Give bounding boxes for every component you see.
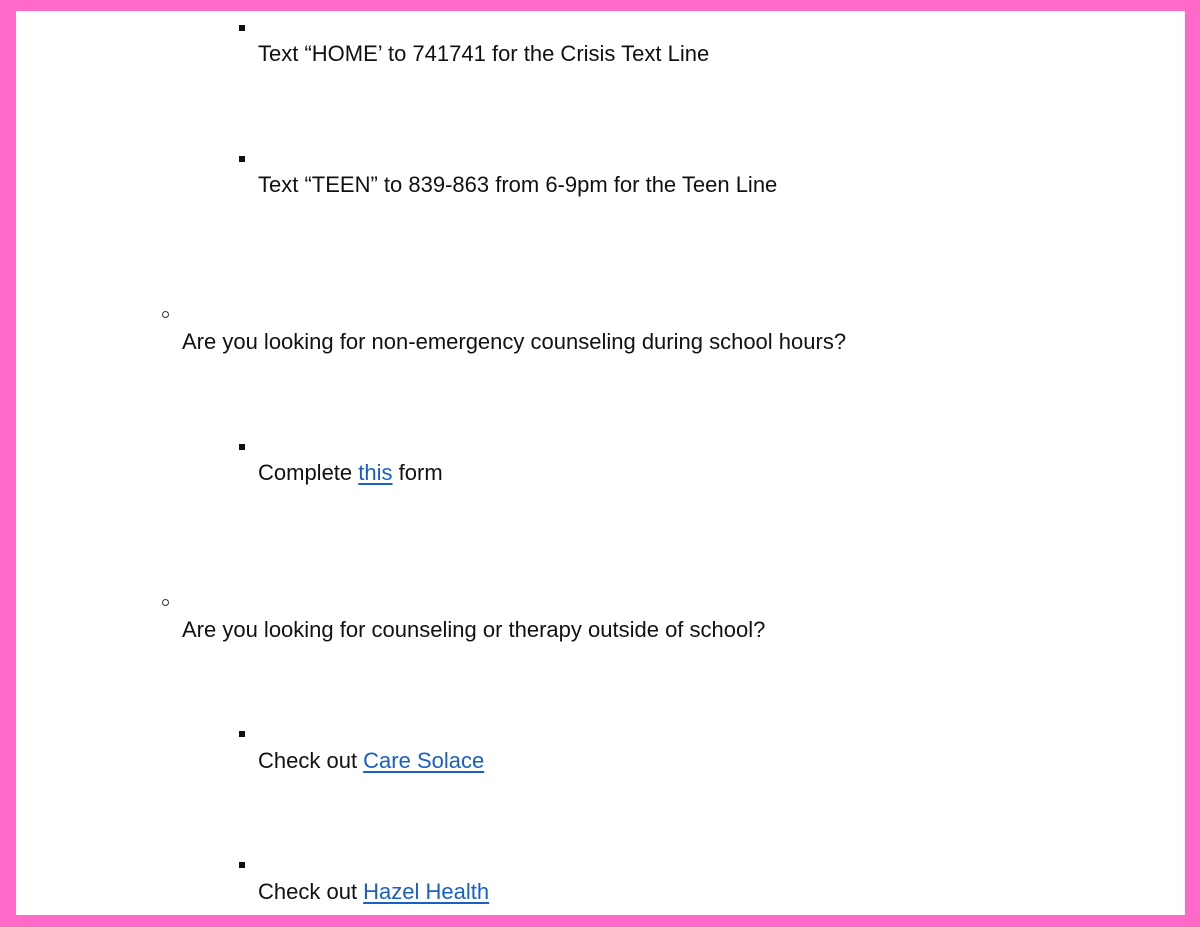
crisis-text-line-item: Text “HOME’ to 741741 for the Crisis Text Line [258,41,710,66]
complete-form-prefix: Complete [258,460,359,485]
document-page [16,11,1185,915]
teen-line-item: Text “TEEN” to 839-863 from 6-9pm for the Teen Line [258,172,778,197]
complete-form-suffix: form [392,460,443,485]
circle-bullet-icon [162,311,169,318]
circle-bullet-icon [162,599,169,606]
square-bullet-icon [239,731,245,737]
this-form-link[interactable]: this [358,460,393,485]
square-bullet-icon [239,444,245,450]
square-bullet-icon [239,862,245,868]
hazel-health-item [258,879,489,905]
outside-school-question: Are you looking for counseling or therapy outside of school? [182,617,766,642]
hazel-health-link[interactable]: Hazel Health [363,879,490,904]
square-bullet-icon [239,25,245,31]
care-solace-link[interactable]: Care Solace [363,748,485,773]
care-solace-prefix: Check out [258,748,364,773]
square-bullet-icon [239,156,245,162]
complete-form-item [258,460,443,486]
hazel-health-prefix: Check out [258,879,364,904]
care-solace-item [258,748,484,774]
school-hours-question: Are you looking for non-emergency counseling during school hours? [182,329,847,354]
